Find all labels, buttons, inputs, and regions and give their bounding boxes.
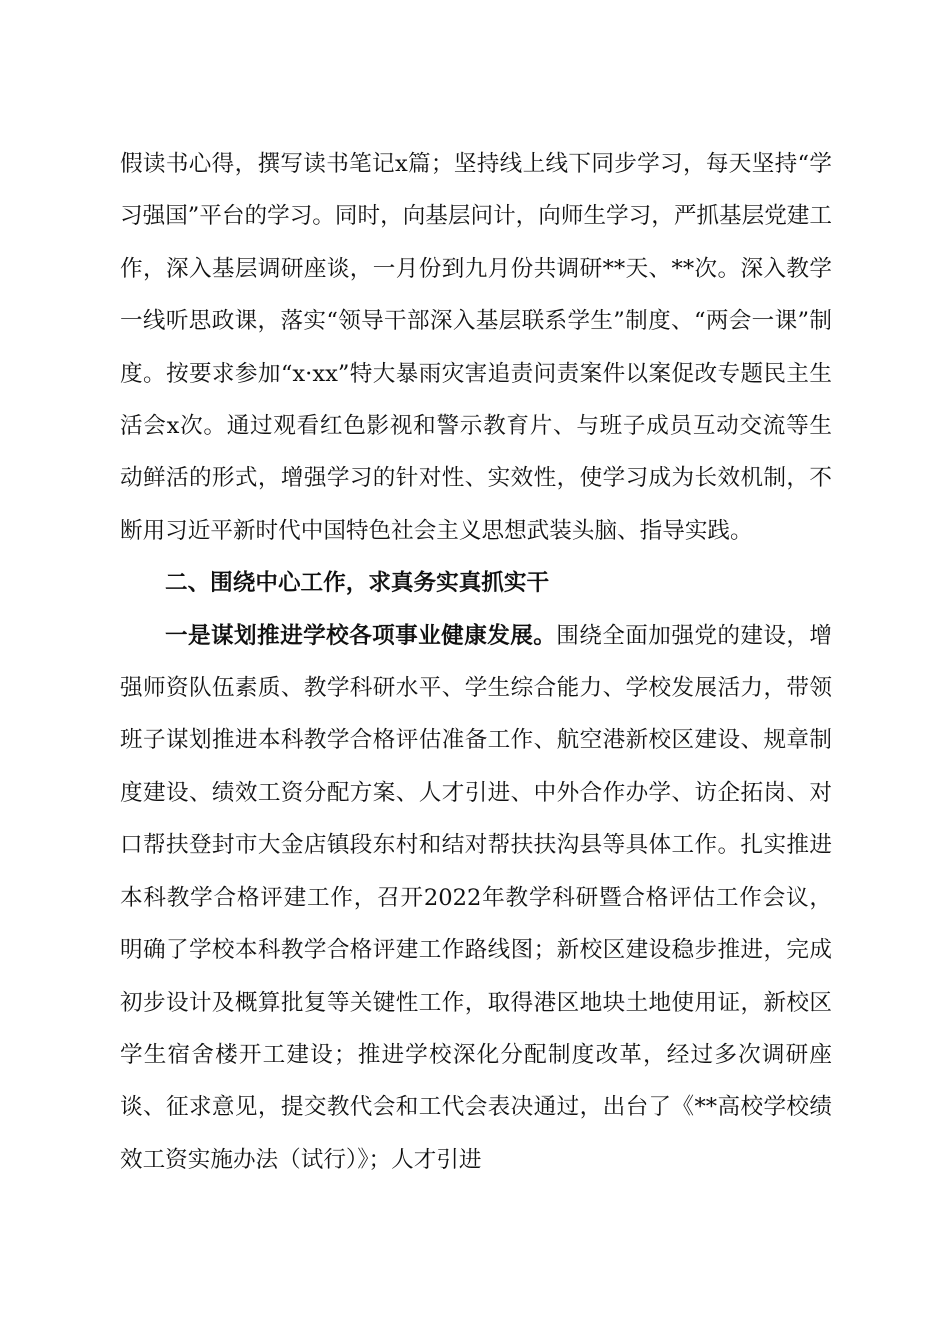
paragraph-2-lead: 一是谋划推进学校各项事业健康发展。 [165, 622, 557, 649]
document-body [120, 138, 832, 1186]
paragraph-2-body: 围绕全面加强党的建设，增强师资队伍素质、教学科研水平、学生综合能力、学校发展活力，带领班子谋划推进本科教学合格评估准备工作、航空港新校区建设、规章制度建设、绩效工资分配方案、人才引进、中外合作办学、访企拓岗、对口帮扶登封市大金店镇段东村和结对帮扶扶沟县等具体工作。扎实推进本科教学合格评建工作，召开2022年教学科研暨合格评估工作会议，明确了学校本科教学合格评建工作路线图；新校区建设稳步推进，完成初步设计及概算批复等关键性工作，取得港区地块土地使用证，新校区学生宿舍楼开工建设；推进学校深化分配制度改革，经过多次调研座谈、征求意见，提交教代会和工代会表决通过，出台了《**高校学校绩效工资实施办法（试行）》；人才引进 [120, 622, 833, 1173]
paragraph-1: 假读书心得，撰写读书笔记x篇；坚持线上线下同步学习，每天坚持“学习强国”平台的学习。同时，向基层问计，向师生学习，严抓基层党建工作，深入基层调研座谈，一月份到九月份共调研**天、**次。深入教学一线听思政课，落实“领导干部深入基层联系学生”制度、“两会一课”制度。按要求参加“x·xx”特大暴雨灾害追责问责案件以案促改专题民主生活会x次。通过观看红色影视和警示教育片、与班子成员互动交流等生动鲜活的形式，增强学习的针对性、实效性，使学习成为长效机制，不断用习近平新时代中国特色社会主义思想武装头脑、指导实践。 [120, 151, 832, 544]
section-heading: 二、围绕中心工作，求真务实真抓实干 [165, 570, 550, 597]
paragraph-2 [120, 610, 832, 1186]
